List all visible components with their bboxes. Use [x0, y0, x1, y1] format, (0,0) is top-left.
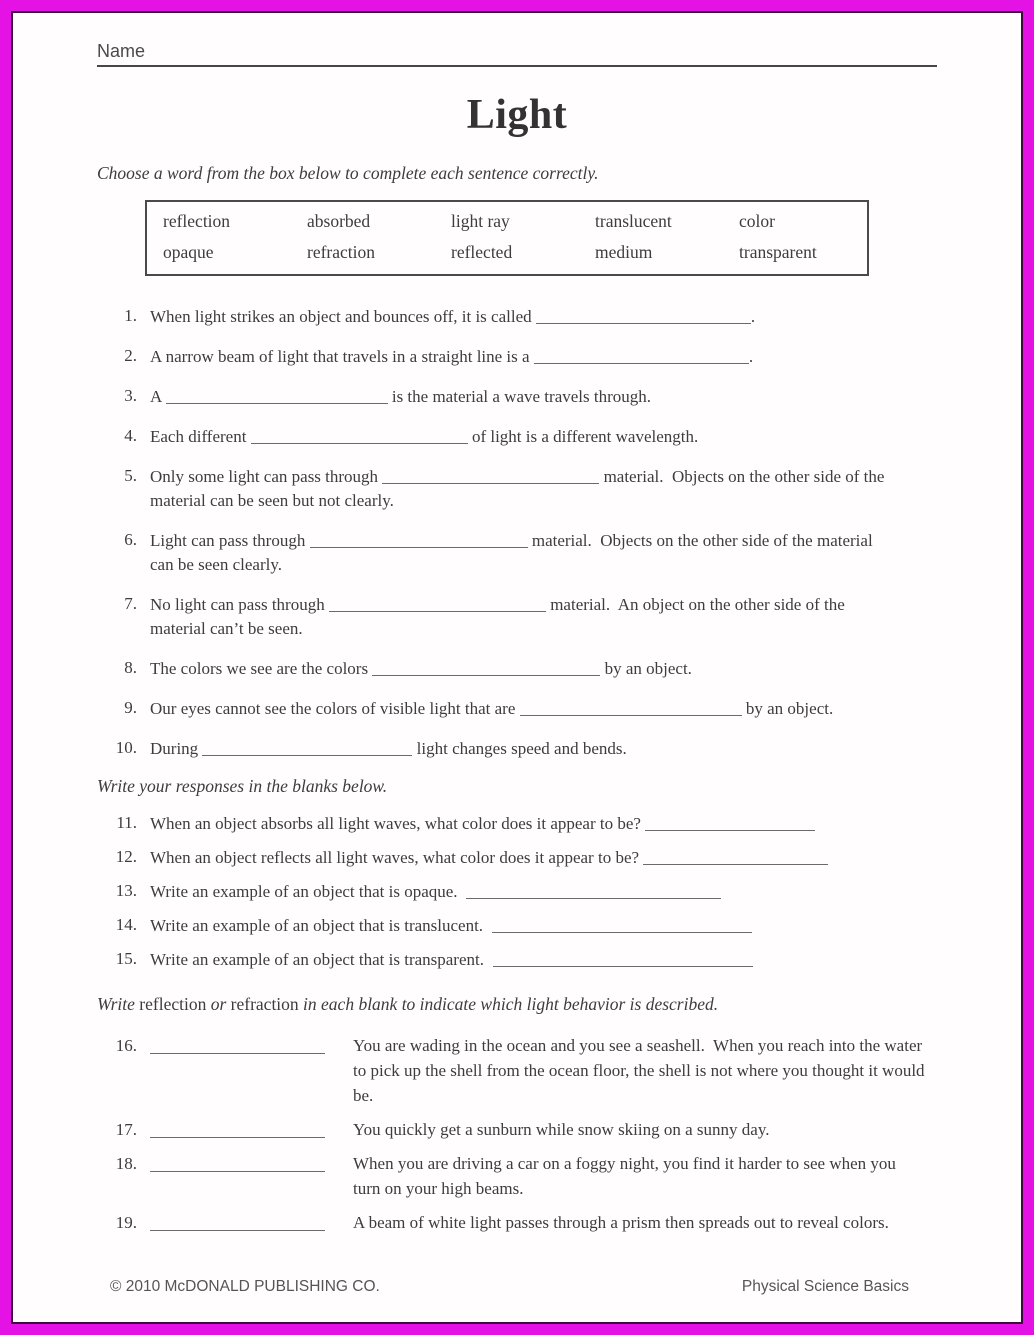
question-row	[97, 1033, 937, 1108]
question-number: 2.	[124, 346, 137, 365]
word-bank-item: refraction	[307, 242, 376, 262]
answer-blank[interactable]	[329, 594, 546, 612]
behavior-question-list	[97, 1033, 937, 1235]
copyright-text: © 2010 McDONALD PUBLISHING CO.	[110, 1278, 380, 1295]
worksheet-page	[11, 11, 1023, 1324]
question-row	[97, 384, 937, 409]
question-text-segment: material. Objects on the other side of the material can be seen clearly.	[150, 531, 877, 574]
question-description: When you are driving a car on a foggy night, you find it harder to see when you turn on your high beams.	[353, 1154, 901, 1198]
question-number: 5.	[124, 466, 137, 485]
question-number: 15.	[115, 949, 137, 968]
name-row	[97, 41, 937, 67]
question-text	[150, 879, 721, 904]
question-text	[150, 304, 755, 329]
question-description: You quickly get a sunburn while snow skiing on a sunny day.	[353, 1120, 770, 1139]
question-row	[97, 1210, 937, 1235]
question-text	[150, 913, 752, 938]
question-number: 1.	[124, 306, 137, 325]
answer-blank[interactable]	[534, 346, 749, 364]
answer-blank[interactable]	[493, 949, 753, 967]
question-row	[97, 696, 937, 721]
answer-blank[interactable]	[492, 915, 752, 933]
question-row	[97, 947, 937, 972]
word-bank-item: translucent	[595, 211, 672, 231]
question-row	[97, 528, 937, 577]
question-text	[150, 384, 651, 409]
question-text-segment: When an object reflects all light waves, what color does it appear to be?	[150, 848, 644, 867]
question-text-segment: Write an example of an object that is opaque.	[150, 882, 467, 901]
response-question-list	[97, 811, 937, 972]
question-number: 11.	[116, 813, 137, 832]
word-bank-item: color	[739, 211, 775, 231]
answer-blank[interactable]	[520, 698, 742, 716]
word-bank-item: light ray	[451, 211, 510, 231]
question-text	[150, 528, 890, 577]
question-number: 18.	[115, 1154, 137, 1173]
answer-blank[interactable]	[372, 658, 600, 676]
question-number: 9.	[124, 698, 137, 717]
question-text-segment: by an object.	[741, 699, 834, 718]
question-number: 14.	[115, 915, 137, 934]
series-title: Physical Science Basics	[741, 1278, 909, 1295]
question-text-segment: material. An object on the other side of the material can’t be seen.	[150, 595, 850, 638]
question-text	[150, 344, 753, 369]
question-number: 19.	[115, 1213, 137, 1232]
answer-blank[interactable]	[150, 1033, 325, 1054]
question-text	[150, 811, 815, 836]
question-row	[97, 464, 937, 513]
question-text-segment: light changes speed and bends.	[412, 739, 627, 758]
question-row	[97, 656, 937, 681]
question-row	[97, 1117, 937, 1142]
answer-blank[interactable]	[536, 306, 751, 324]
question-text	[150, 464, 890, 513]
question-row	[97, 344, 937, 369]
instruction-write-reflection	[97, 994, 937, 1015]
question-row	[97, 845, 937, 870]
answer-blank[interactable]	[202, 738, 412, 756]
question-text-segment: of light is a different wavelength.	[467, 427, 699, 446]
word-bank-item: absorbed	[307, 211, 371, 231]
question-text-segment: A	[150, 387, 166, 406]
question-number: 6.	[124, 530, 137, 549]
question-text-segment: Our eyes cannot see the colors of visible light that are	[150, 699, 520, 718]
answer-blank[interactable]	[166, 386, 388, 404]
page-title: Light	[466, 92, 568, 138]
question-text	[150, 696, 833, 721]
question-text	[150, 736, 627, 761]
word-bank-item: opaque	[163, 242, 214, 262]
question-text-segment: The colors we see are the colors	[150, 659, 373, 678]
question-text	[150, 656, 692, 681]
question-number: 8.	[124, 658, 137, 677]
question-text-segment: Only some light can pass through	[150, 467, 383, 486]
instruction-write-responses: Write your responses in the blanks below.	[97, 776, 388, 796]
instruction-segment: or	[210, 994, 231, 1014]
question-row	[97, 736, 937, 761]
question-text-segment: by an object.	[600, 659, 692, 678]
question-row	[97, 424, 937, 449]
instruction-segment: refraction	[230, 994, 304, 1014]
answer-blank[interactable]	[150, 1210, 325, 1231]
question-row	[97, 1151, 937, 1201]
question-description: A beam of white light passes through a prism then spreads out to reveal colors.	[353, 1213, 889, 1232]
question-text-segment: A narrow beam of light that travels in a straight line is a	[150, 347, 534, 366]
answer-blank[interactable]	[382, 466, 599, 484]
word-bank-item: transparent	[739, 242, 817, 262]
question-number: 3.	[124, 386, 137, 405]
question-text	[150, 592, 890, 641]
question-text-segment: Write an example of an object that is translucent.	[150, 916, 492, 935]
question-row	[97, 811, 937, 836]
answer-blank[interactable]	[645, 813, 815, 831]
page-footer	[110, 1278, 909, 1296]
question-text-segment: No light can pass through	[150, 595, 329, 614]
instruction-segment: Write	[97, 994, 140, 1014]
question-number: 10.	[115, 738, 137, 757]
instruction-segment: in each blank to indicate which light behavior is described.	[303, 994, 719, 1014]
question-text-segment: material. Objects on the other side of the material can be seen but not clearly.	[150, 467, 889, 510]
question-number: 16.	[115, 1036, 137, 1055]
question-text-segment: Light can pass through	[150, 531, 310, 550]
answer-blank[interactable]	[643, 847, 828, 865]
instruction-choose: Choose a word from the box below to complete each sentence correctly.	[97, 163, 599, 183]
question-text-segment: During	[150, 739, 203, 758]
question-text-segment: .	[748, 347, 754, 366]
question-row	[97, 913, 937, 938]
question-text-segment: is the material a wave travels through.	[387, 387, 652, 406]
question-number: 12.	[115, 847, 137, 866]
question-number: 17.	[115, 1120, 137, 1139]
instruction-segment: reflection	[139, 994, 211, 1014]
answer-blank[interactable]	[310, 530, 528, 548]
question-row	[97, 592, 937, 641]
question-number: 4.	[124, 426, 137, 445]
answer-blank[interactable]	[251, 426, 468, 444]
word-bank-box	[145, 200, 869, 276]
name-label: Name	[97, 41, 146, 61]
question-number: 7.	[124, 594, 137, 613]
word-bank-item: medium	[595, 242, 653, 262]
question-row	[97, 879, 937, 904]
question-text	[150, 845, 828, 870]
answer-blank[interactable]	[150, 1117, 325, 1138]
question-text-segment: When an object absorbs all light waves, what color does it appear to be?	[150, 814, 646, 833]
answer-blank[interactable]	[150, 1151, 325, 1172]
question-text	[150, 947, 753, 972]
question-number: 13.	[115, 881, 137, 900]
question-text-segment: Each different	[150, 427, 251, 446]
question-text-segment: When light strikes an object and bounces off, it is called	[150, 307, 536, 326]
word-bank-item: reflection	[163, 211, 231, 231]
question-text-segment: .	[750, 307, 756, 326]
word-bank-item: reflected	[451, 242, 513, 262]
question-description: You are wading in the ocean and you see a seashell. When you reach into the water to pick up the shell from the ocean floor, the shell is not where you thought it would be.	[353, 1036, 929, 1105]
question-text	[150, 424, 698, 449]
question-row	[97, 304, 937, 329]
answer-blank[interactable]	[466, 881, 721, 899]
fill-in-question-list	[97, 304, 937, 761]
question-text-segment: Write an example of an object that is transparent.	[150, 950, 493, 969]
